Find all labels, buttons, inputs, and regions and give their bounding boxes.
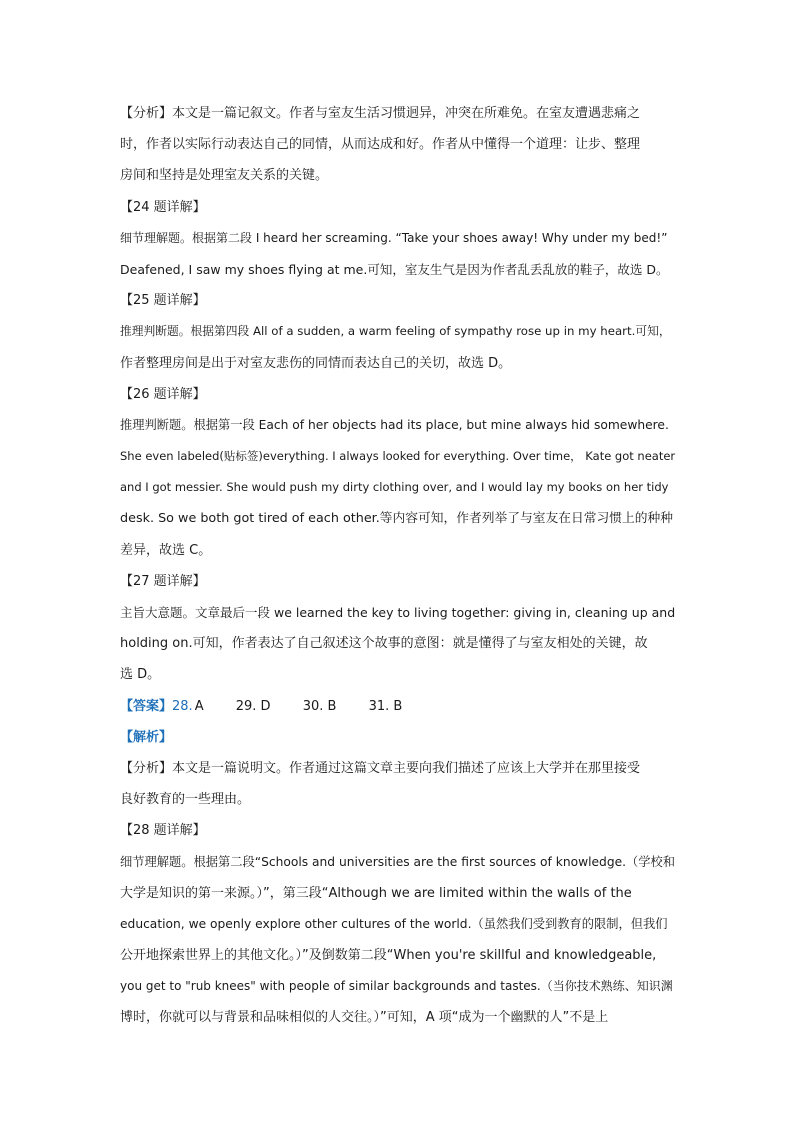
answer-label: 【答案】 — [120, 698, 173, 714]
section-heading-28: 【28 题详解】 — [120, 823, 206, 839]
text-line: 公开地探索世界上的其他文化。）”及倒数第二段“When you're skillful and knowledgeable, — [120, 948, 657, 964]
text-line: 时，作者以实际行动表达自己的同情，从而达成和好。作者从中懂得一个道理：让步、整理 — [120, 137, 641, 153]
text-line: She even labeled(贴标签)everything. I always looked for everything. Over time， Kate got neater — [120, 449, 676, 464]
answer-first-number: 28. — [172, 698, 193, 714]
text-line: holding on.可知，作者表达了自己叙述这个故事的意图：就是懂得了与室友相处的关键，故 — [120, 636, 648, 652]
text-line: Deafened, I saw my shoes flying at me.可知，室友生气是因为作者乱丢乱放的鞋子，故选 D。 — [120, 261, 669, 277]
answer-first-value: A — [194, 698, 204, 714]
section-heading-26: 【26 题详解】 — [120, 386, 206, 402]
section-heading-25: 【25 题详解】 — [120, 293, 206, 309]
document-page — [120, 98, 676, 1034]
answer-item: 31. B — [368, 698, 403, 714]
answer-line — [120, 691, 676, 722]
section-heading-24: 【24 题详解】 — [120, 199, 206, 215]
answer-item: 29. D — [235, 698, 271, 714]
text-line: 选 D。 — [120, 667, 161, 683]
text-line: 【分析】本文是一篇记叙文。作者与室友生活习惯迥异，冲突在所难免。在室友遭遇悲痛之 — [120, 106, 641, 121]
text-line: 推理判断题。根据第四段 All of a sudden, a warm feeling of sympathy rose up in my heart.可知， — [120, 324, 671, 339]
text-line: 大学是知识的第一来源。）”，第三段“Although we are limited within the walls of the — [120, 885, 632, 901]
text-line: desk. So we both got tired of each other.等内容可知，作者列举了与室友在日常习惯上的种种 — [120, 511, 674, 527]
text-line: 作者整理房间是出于对室友悲伤的同情而表达自己的关切，故选 D。 — [120, 355, 512, 371]
text-line: and I got messier. She would push my dirty clothing over, and I would lay my books on her tidy — [120, 480, 669, 495]
text-line: 差异，故选 C。 — [120, 542, 212, 558]
text-line: 房间和坚持是处理室友关系的关键。 — [120, 168, 329, 184]
text-line: 博时，你就可以与背景和品味相似的人交往。）”可知，A 项“成为一个幽默的人”不是上 — [120, 1010, 609, 1026]
text-line: 【分析】本文是一篇说明文。作者通过这篇文章主要向我们描述了应该上大学并在那里接受 — [120, 760, 641, 776]
section-heading-27: 【27 题详解】 — [120, 573, 206, 589]
jiexi-heading: 【解析】 — [120, 729, 173, 745]
text-line: 良好教育的一些理由。 — [120, 792, 251, 808]
text-line: 细节理解题。根据第二段“Schools and universities are the first sources of knowledge.（学校和 — [120, 854, 676, 869]
text-line: 推理判断题。根据第一段 Each of her objects had its place, but mine always hid somewhere. — [120, 417, 669, 432]
text-line: 主旨大意题。文章最后一段 we learned the key to living together: giving in, cleaning up and — [120, 605, 676, 620]
text-line: 细节理解题。根据第二段 I heard her screaming. “Take your shoes away! Why under my bed!” — [120, 230, 668, 245]
text-line: you get to "rub knees" with people of similar backgrounds and tastes.（当你技术熟练、知识渊 — [120, 979, 673, 994]
answer-item: 30. B — [302, 698, 337, 714]
text-line: education, we openly explore other cultures of the world.（虽然我们受到教育的限制，但我们 — [120, 916, 668, 931]
